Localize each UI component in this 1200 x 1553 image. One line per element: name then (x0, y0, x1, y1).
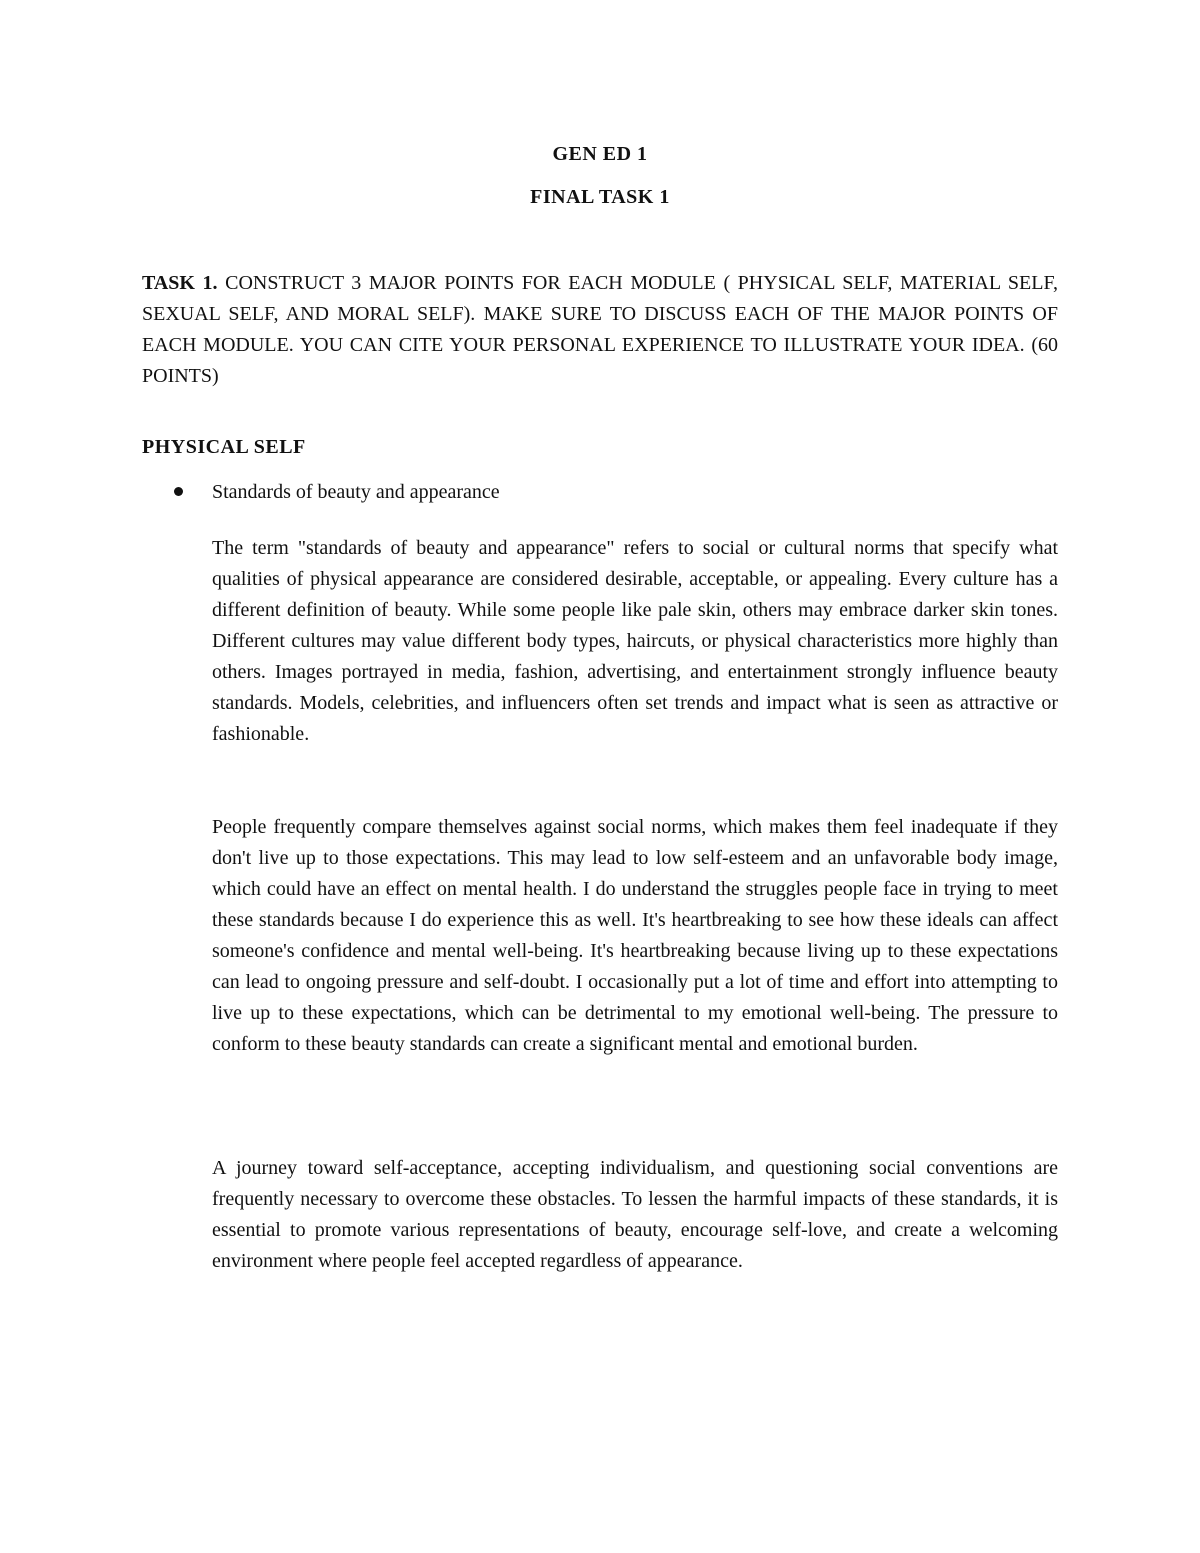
task-instructions-text: CONSTRUCT 3 MAJOR POINTS FOR EACH MODULE ( PHYSICAL SELF, MATERIAL SELF, SEXUAL SELF, AND MORAL SELF). MAKE SURE TO DISCUSS EACH OF THE MAJOR POINTS OF EACH MODULE. YOU CAN CITE YOUR PERSONAL EXPERIENCE TO ILLUSTRATE YOUR IDEA. (60 POINTS) (142, 272, 1058, 387)
task-instructions (142, 268, 1058, 392)
section-heading: PHYSICAL SELF (142, 436, 306, 458)
bullet-point-text: Standards of beauty and appearance (212, 481, 500, 503)
paragraph: The term "standards of beauty and appearance" refers to social or cultural norms that specify what qualities of physical appearance are considered desirable, acceptable, or appealing. Every culture has a different definition of beauty. While some people like pale skin, others may embrace darker skin tones. Different cultures may value different body types, haircuts, or physical characteristics more highly than others. Images portrayed in media, fashion, advertising, and entertainment strongly influence beauty standards. Models, celebrities, and influencers often set trends and impact what is seen as attractive or fashionable. (212, 537, 1058, 745)
task-label: TASK 1. (142, 272, 218, 294)
task-title: FINAL TASK 1 (530, 186, 670, 208)
course-title: GEN ED 1 (552, 143, 648, 165)
paragraph: A journey toward self-acceptance, accepting individualism, and questioning social conventions are frequently necessary to overcome these obstacles. To lessen the harmful impacts of these standards, it is essential to promote various representations of beauty, encourage self-love, and create a welcoming environment where people feel accepted regardless of appearance. (212, 1157, 1058, 1272)
paragraph: People frequently compare themselves against social norms, which makes them feel inadequate if they don't live up to those expectations. This may lead to low self-esteem and an unfavorable body image, which could have an effect on mental health. I do understand the struggles people face in trying to meet these standards because I do experience this as well. It's heartbreaking to see how these ideals can affect someone's confidence and mental well-being. It's heartbreaking because living up to these expectations can lead to ongoing pressure and self-doubt. I occasionally put a lot of time and effort into attempting to live up to these expectations, which can be detrimental to my emotional well-being. The pressure to conform to these beauty standards can create a significant mental and emotional burden. (212, 816, 1058, 1055)
bullet-dot-icon (174, 487, 183, 496)
